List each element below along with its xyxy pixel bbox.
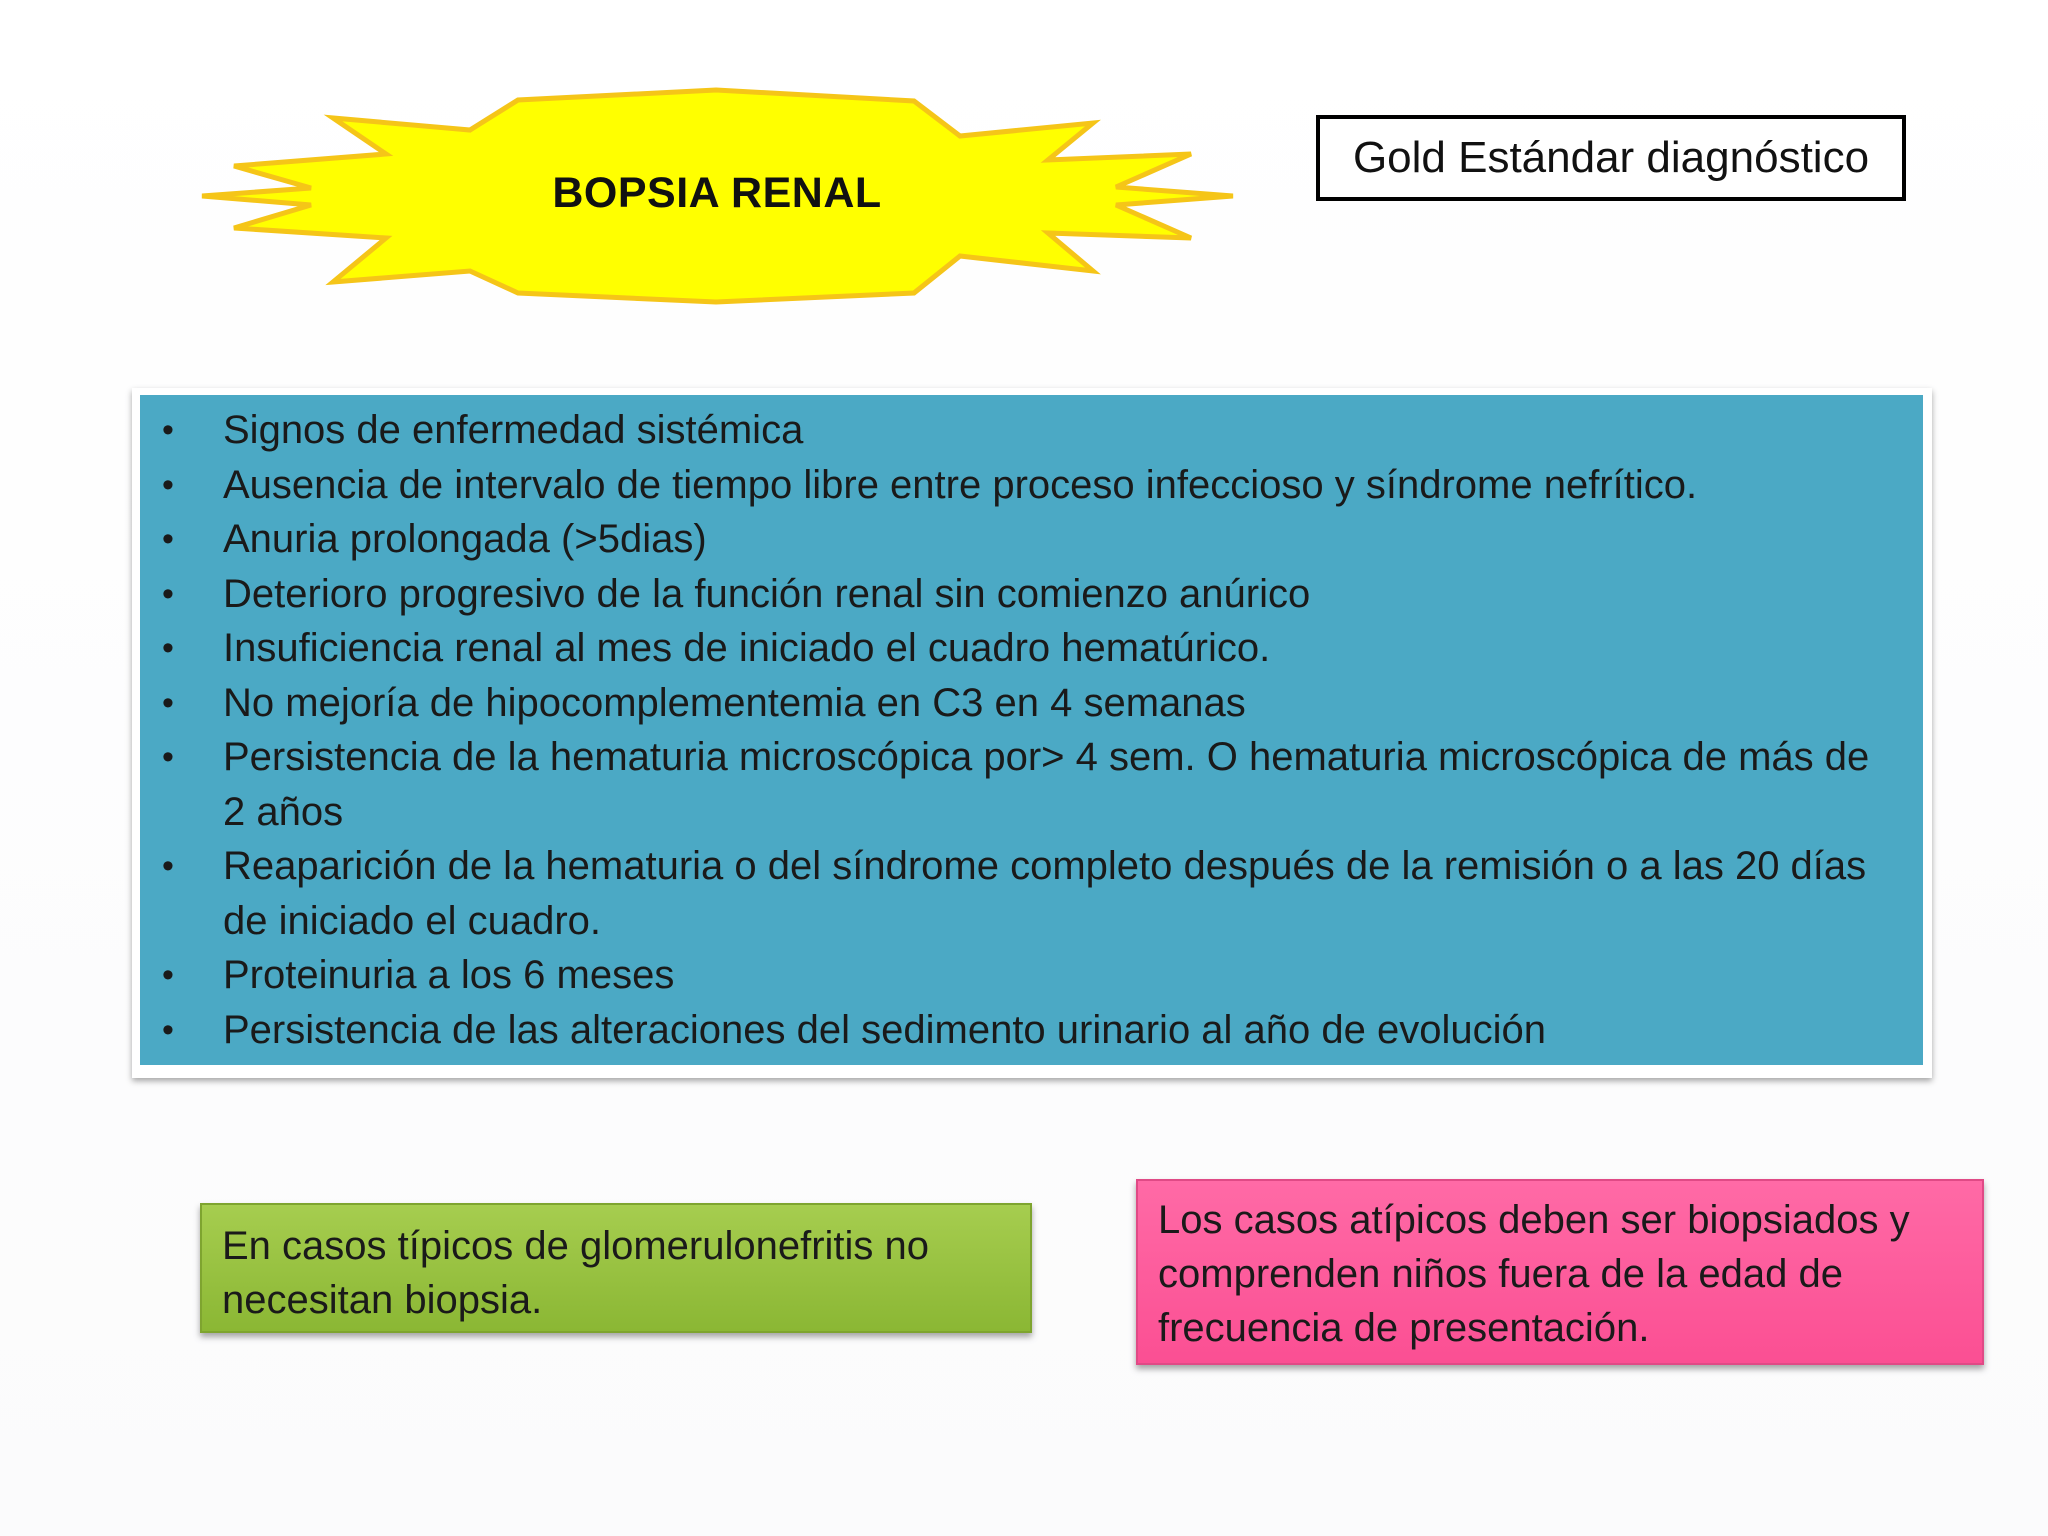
- list-item: [140, 839, 1893, 948]
- bullet-icon: •: [162, 1010, 174, 1049]
- list-item: [140, 948, 1893, 1003]
- criteria-panel: [140, 395, 1923, 1065]
- bullet-icon: •: [162, 520, 174, 558]
- list-item: [140, 458, 1893, 513]
- slide-title: BOPSIA RENAL: [552, 168, 882, 217]
- list-item-text: Reaparición de la hematuria o del síndrome completo después de la remisión o a las 20 días de iniciado el cuadro.: [223, 844, 1867, 943]
- list-item: [140, 512, 1893, 567]
- list-item-text: Proteinuria a los 6 meses: [223, 953, 675, 997]
- gold-standard-label: Gold Estándar diagnóstico: [1316, 115, 1906, 201]
- list-item: [140, 403, 1893, 458]
- bullet-icon: •: [162, 683, 174, 722]
- bullet-icon: •: [162, 956, 174, 994]
- list-item: [140, 676, 1893, 731]
- bullet-icon: •: [162, 847, 174, 885]
- list-item-text: Persistencia de las alteraciones del sedimento urinario al año de evolución: [223, 1007, 1547, 1052]
- list-item-text: Deterioro progresivo de la función renal sin comienzo anúrico: [223, 571, 1311, 616]
- list-item-text: No mejoría de hipocomplementemia en C3 en 4 semanas: [223, 680, 1246, 725]
- list-item: [140, 567, 1893, 622]
- bullet-icon: •: [162, 738, 174, 776]
- list-item: [140, 730, 1893, 839]
- atypical-cases-note: Los casos atípicos deben ser biopsiados y comprenden niños fuera de la edad de frecuencia de presentación.: [1136, 1179, 1984, 1365]
- bullet-icon: •: [162, 411, 174, 449]
- list-item-text: Signos de enfermedad sistémica: [223, 408, 804, 452]
- typical-cases-note: En casos típicos de glomerulonefritis no necesitan biopsia.: [200, 1203, 1032, 1333]
- list-item-text: Persistencia de la hematuria microscópica por> 4 sem. O hematuria microscópica de más de 2 años: [223, 735, 1870, 834]
- list-item-text: Anuria prolongada (>5dias): [223, 517, 707, 561]
- list-item-text: Ausencia de intervalo de tiempo libre entre proceso infeccioso y síndrome nefrítico.: [223, 462, 1698, 507]
- list-item: [140, 621, 1893, 676]
- bullet-icon: •: [162, 574, 174, 613]
- bullet-icon: •: [162, 629, 174, 667]
- list-item: [140, 1003, 1893, 1058]
- criteria-list: [140, 403, 1893, 1057]
- bullet-icon: •: [162, 465, 174, 504]
- list-item-text: Insuficiencia renal al mes de iniciado el cuadro hematúrico.: [223, 626, 1271, 670]
- title-starburst: [196, 86, 1238, 308]
